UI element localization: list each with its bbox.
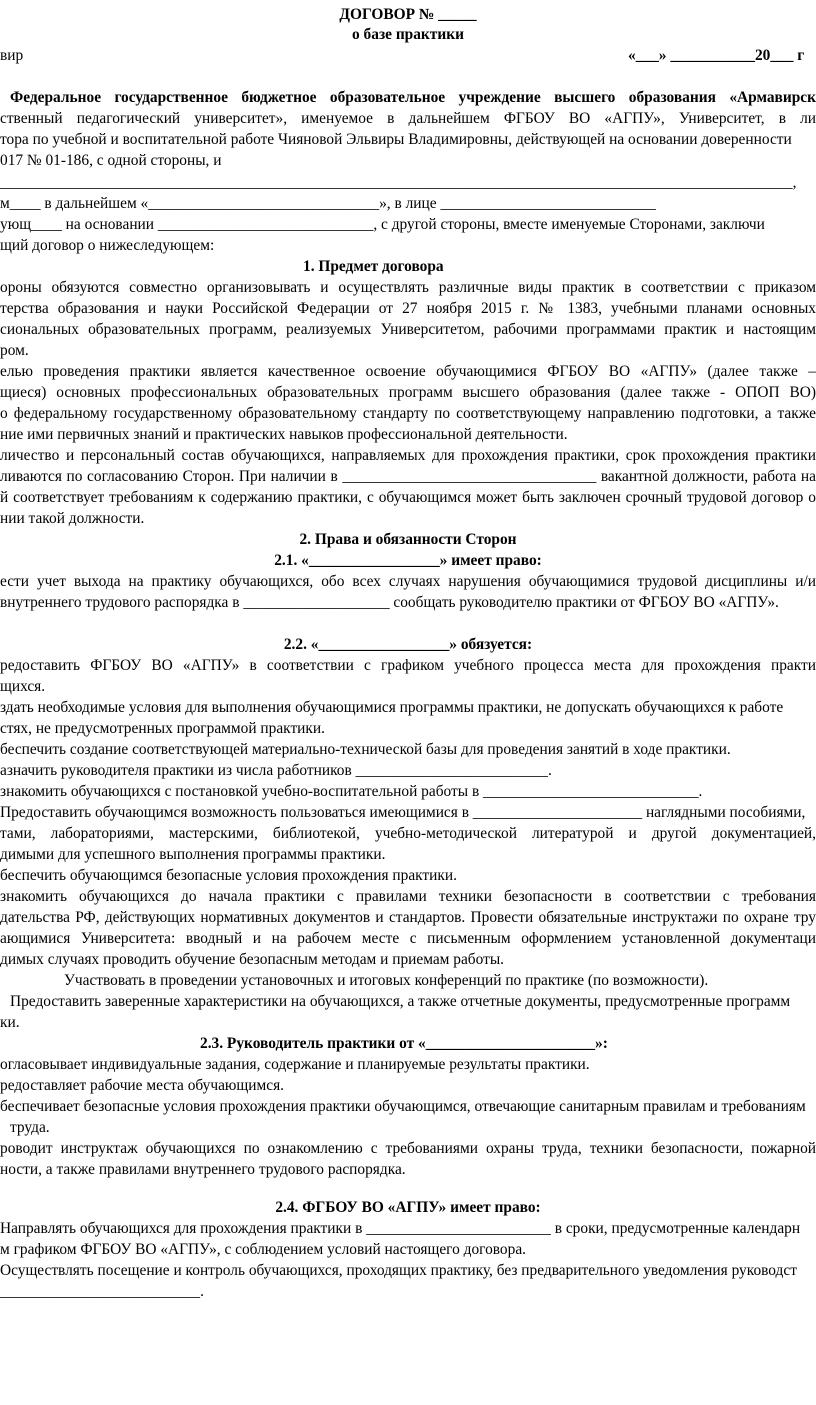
section-2-3-line: роводит инструктаж обучающихся по ознакомлению с требованиями охраны труда, техники безопасности, пожарной [0, 1140, 816, 1157]
section-1-line: ливаются по согласованию Сторон. При наличии в _________________________________ вакантной должности, работа на [0, 468, 816, 485]
section-2-2-line: димых случаях проводить обучение безопасным методам и приемам работы. [0, 951, 505, 968]
section-2-2-line: беспечить создание соответствующей материально-технической базы для проведения занятий в ходе практики. [0, 741, 731, 758]
section-2-2-line: здать необходимые условия для выполнения обучающимися программы практики, не допускать обучающихся к работе [0, 699, 784, 716]
section-2-4-title: 2.4. ФГБОУ ВО «АГПУ» имеет право: [275, 1199, 541, 1216]
intro-line: щий договор о нижеследующем: [0, 237, 215, 254]
section-2-2-line: димыми для успешного выполнения программы практики. [0, 846, 386, 863]
section-2-2-line: беспечить обучающимся безопасные условия прохождения практики. [0, 867, 457, 884]
section-2-2-line: знакомить обучающихся до начала практики с правилами техники безопасности в соответствии с требования [0, 888, 816, 905]
section-2-3-line: ности, а также правилами внутреннего трудового распорядка. [0, 1161, 406, 1178]
section-2-4-line: __________________________. [0, 1283, 204, 1300]
section-2-4-line: Осуществлять посещение и контроль обучающихся, проходящих практику, без предварительного уведомления руководст [0, 1262, 797, 1279]
city-name: вир [0, 47, 24, 64]
section-2-title: 2. Права и обязанности Сторон [299, 531, 517, 548]
section-1-line: елью проведения практики является качественное освоение обучающимися ФГБОУ ВО «АГПУ» (далее также – [0, 363, 816, 380]
section-1-title: 1. Предмет договора [303, 258, 444, 275]
section-2-2-line: Предоставить обучающимся возможность пользоваться имеющимися в ______________________ наглядными пособиями, [0, 804, 806, 821]
section-1-line: терства образования и науки Российской Федерации от 27 ноября 2015 г. № 1383, учебными планами основных [0, 300, 816, 317]
section-2-1-title: 2.1. «_________________» имеет право: [274, 552, 542, 569]
section-1-line: нии такой должности. [0, 510, 145, 527]
section-2-2-line: ающимися Университета: вводный и на рабочем месте с письменным оформлением установленной документаци [0, 930, 816, 947]
intro-blank-line: _______________________________________________________________________________________________________, [0, 174, 797, 191]
intro-line: Федеральное государственное бюджетное образовательное учреждение высшего образования «Армавирск [10, 89, 816, 106]
section-2-3-line: редоставляет рабочие места обучающимся. [0, 1077, 285, 1094]
section-2-2-line: тами, лабораториями, мастерскими, библиотекой, учебно-методической литературой и другой документацией, [0, 825, 816, 842]
intro-line: м____ в дальнейшем «______________________________», в лице ____________________________ [0, 195, 656, 212]
document-subtitle: о базе практики [352, 26, 464, 43]
intro-line: ующ____ на основании ____________________________, с другой стороны, вместе именуемые Сторонами, заключи [0, 216, 765, 233]
contract-date: «___» ___________20___ г [628, 47, 805, 64]
section-1-line: й соответствует требованиям к содержанию практики, с обучающимся может быть заключен срочный трудовой договор о [0, 489, 816, 506]
section-1-line: ороны обязуются совместно организовывать и осуществлять различные виды практик в соответствии с приказом [0, 279, 816, 296]
section-2-2-line: Участвовать в проведении установочных и итоговых конференций по практике (по возможности). [64, 972, 709, 989]
section-2-2-line: щихся. [0, 678, 46, 695]
section-2-3-line: беспечивает безопасные условия прохождения практики обучающимся, отвечающие санитарным правилам и требованиям [0, 1098, 806, 1115]
intro-line: 017 № 01-186, с одной стороны, и [0, 152, 222, 169]
section-2-3-line: труда. [10, 1119, 50, 1136]
section-2-2-line: азначить руководителя практики из числа работников _________________________. [0, 762, 552, 779]
intro-line: тора по учебной и воспитательной работе Чияновой Эльвиры Владимировны, действующей на основании доверенности [0, 131, 792, 148]
section-2-1-line: ести учет выхода на практику обучающихся, обо всех случаях нарушения обучающимися трудовой дисциплины и/и [0, 573, 816, 590]
section-1-line: о федеральному государственному образовательному стандарту по соответствующему направлению подготовки, а также [0, 405, 816, 422]
section-1-line: сиональных образовательных программ, реализуемых Университетом, рабочими программами практик и настоящим [0, 321, 816, 338]
section-2-2-line: дательства РФ, действующих нормативных документов и стандартов. Провести обязательные инструктажи по охране тру [0, 909, 816, 926]
section-2-3-title: 2.3. Руководитель практики от «______________________»: [200, 1035, 608, 1052]
intro-line: ственный педагогический университет», именуемое в дальнейшем ФГБОУ ВО «АГПУ», Университет, в ли [0, 110, 816, 127]
section-2-2-line: ки. [0, 1014, 20, 1031]
section-2-4-line: Направлять обучающихся для прохождения практики в ________________________ в сроки, предусмотренные календарн [0, 1220, 801, 1237]
section-2-1-line: внутреннего трудового распорядка в ___________________ сообщать руководителю практики от ФГБОУ ВО «АГПУ». [0, 594, 779, 611]
section-2-2-line: Предоставить заверенные характеристики на обучающихся, а также отчетные документы, предусмотренные программ [10, 993, 791, 1010]
section-2-2-line: стях, не предусмотренных программой практики. [0, 720, 325, 737]
section-2-2-title: 2.2. «_________________» обязуется: [283, 636, 533, 653]
section-1-line: ром. [0, 342, 29, 359]
section-1-line: щиеся) основных профессиональных образовательных программ высшего образования (далее также - ОПОП ВО) [0, 384, 816, 401]
section-1-line: личество и персональный состав обучающихся, направляемых для прохождения практики, срок прохождения практики [0, 447, 816, 464]
section-2-4-line: м графиком ФГБОУ ВО «АГПУ», с соблюдением условий настоящего договора. [0, 1241, 526, 1258]
section-2-3-line: огласовывает индивидуальные задания, содержание и планируемые результаты практики. [0, 1056, 590, 1073]
document-title: ДОГОВОР № _____ [339, 6, 477, 23]
section-2-2-line: редоставить ФГБОУ ВО «АГПУ» в соответствии с графиком учебного процесса места для прохождения практи [0, 657, 816, 674]
section-1-line: ние ими первичных знаний и практических навыков профессиональной деятельности. [0, 426, 568, 443]
section-2-2-line: знакомить обучающихся с постановкой учебно-воспитательной работы в ____________________________. [0, 783, 703, 800]
